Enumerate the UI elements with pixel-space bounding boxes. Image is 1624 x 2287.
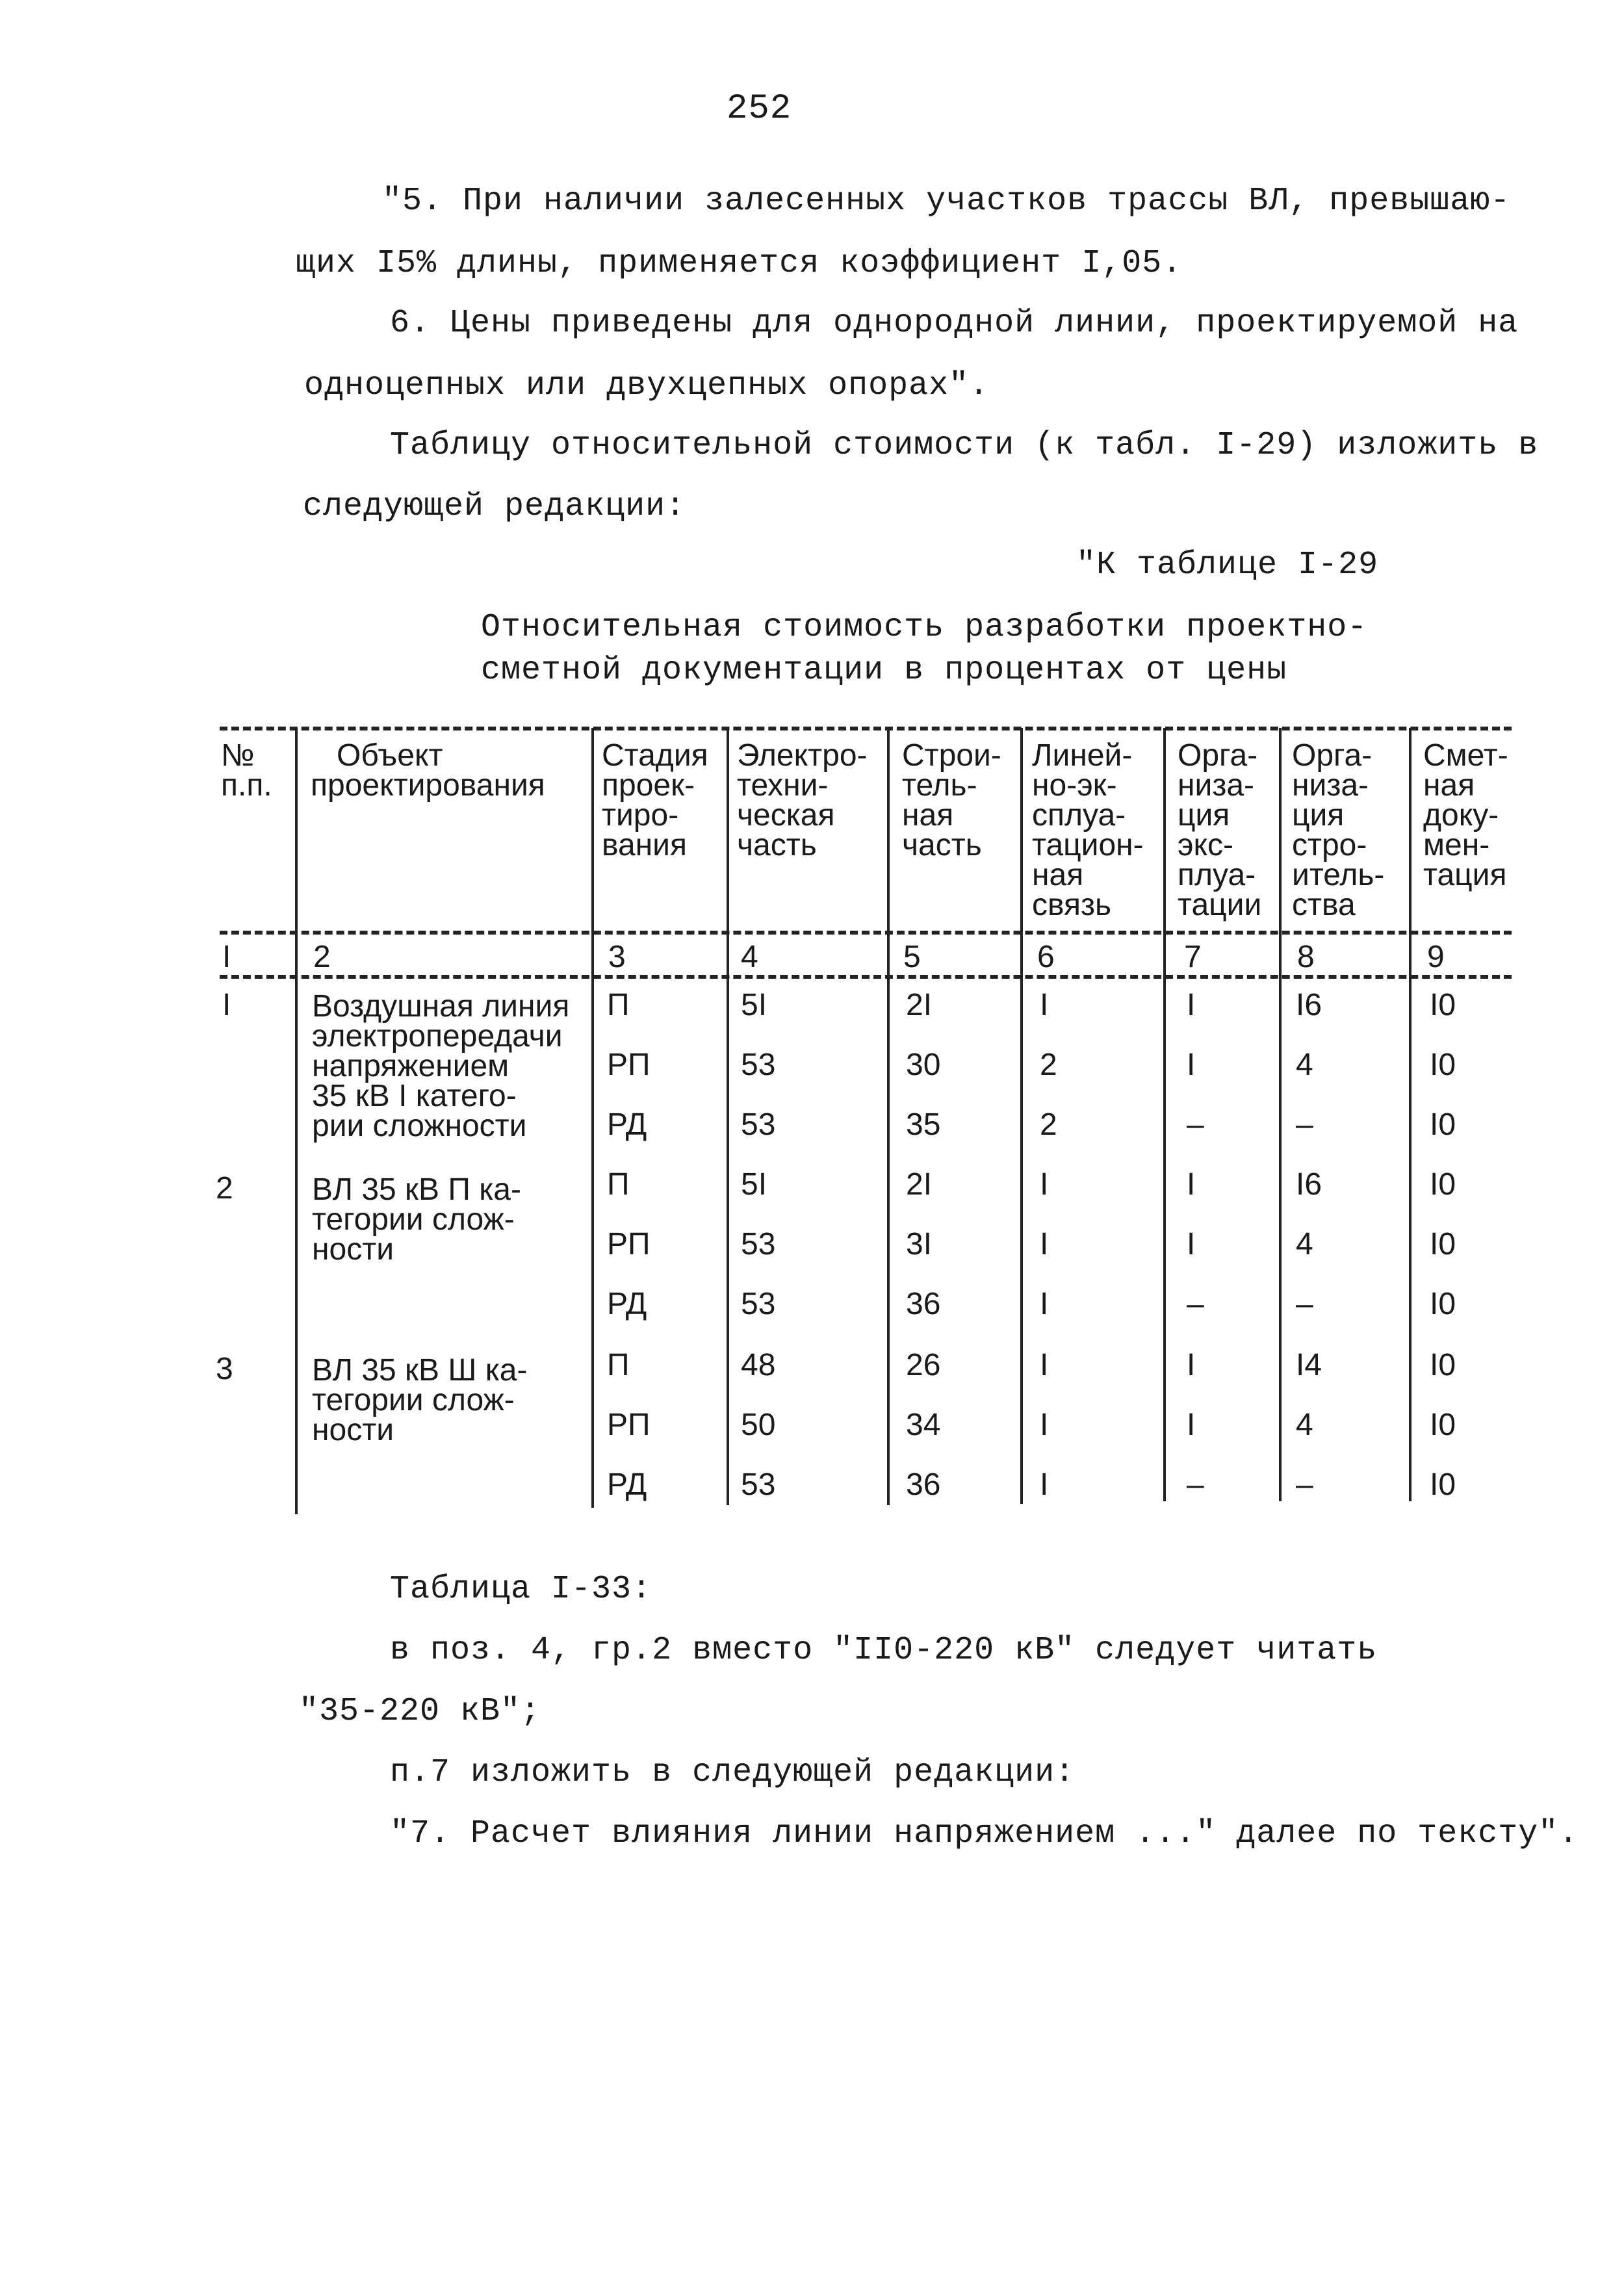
column-divider-5 bbox=[1020, 728, 1023, 1504]
cell-g3-r1-communication: I bbox=[1040, 1348, 1049, 1382]
cell-g1-r2-electrical: 53 bbox=[741, 1048, 776, 1082]
header-construction-org: Орга- низа- ция стро- итель- ства bbox=[1292, 738, 1385, 922]
outro-line-1: Таблица I-33: bbox=[390, 1571, 652, 1608]
cell-g2-r3-operation-org: – bbox=[1187, 1287, 1204, 1321]
cell-g1-r2-communication: 2 bbox=[1040, 1048, 1057, 1082]
colnum-3: 3 bbox=[608, 940, 626, 974]
group-1-number: I bbox=[222, 988, 231, 1022]
cell-g1-r1-operation-org: I bbox=[1187, 988, 1196, 1022]
column-divider-3 bbox=[727, 728, 729, 1505]
group-1-object: Воздушная линия электропередачи напряжением 35 кВ I катего- рии сложности bbox=[312, 989, 570, 1143]
cell-g2-r2-construction-org: 4 bbox=[1296, 1227, 1313, 1261]
cell-g1-r2-operation-org: I bbox=[1187, 1048, 1196, 1082]
header-construction: Строи- тель- ная часть bbox=[902, 738, 1001, 862]
cell-g1-r1-stage: П bbox=[607, 988, 630, 1022]
cell-g3-r1-construction: 26 bbox=[906, 1348, 941, 1382]
cell-g3-r2-operation-org: I bbox=[1187, 1408, 1196, 1442]
paragraph-5-line-2: щих I5% длины, применяется коэффициент I,05. bbox=[296, 245, 1183, 282]
column-divider-4 bbox=[887, 728, 890, 1505]
cell-g3-r2-electrical: 50 bbox=[741, 1408, 776, 1442]
cell-g2-r1-communication: I bbox=[1040, 1167, 1049, 1202]
cell-g3-r3-construction-org: – bbox=[1296, 1467, 1313, 1502]
cell-g1-r2-stage: РП bbox=[607, 1048, 651, 1082]
cell-g3-r3-electrical: 53 bbox=[741, 1467, 776, 1502]
cell-g2-r2-communication: I bbox=[1040, 1227, 1049, 1261]
group-2-object: ВЛ 35 кВ П ка- тегории слож- ности bbox=[312, 1172, 521, 1267]
colnum-9: 9 bbox=[1427, 940, 1445, 974]
cell-g3-r1-electrical: 48 bbox=[741, 1348, 776, 1382]
cell-g3-r3-operation-org: – bbox=[1187, 1467, 1204, 1502]
cell-g3-r3-communication: I bbox=[1040, 1467, 1049, 1502]
cell-g1-r3-operation-org: – bbox=[1187, 1107, 1204, 1142]
cell-g2-r1-operation-org: I bbox=[1187, 1167, 1196, 1202]
colnum-2: 2 bbox=[313, 940, 331, 974]
cell-g3-r1-estimate: I0 bbox=[1430, 1348, 1456, 1382]
column-numbers-rule bbox=[220, 975, 1512, 979]
cell-g1-r2-estimate: I0 bbox=[1430, 1048, 1456, 1082]
cell-g2-r1-electrical: 5I bbox=[741, 1167, 767, 1202]
header-bottom-rule bbox=[220, 931, 1512, 935]
cell-g2-r2-stage: РП bbox=[607, 1227, 651, 1261]
column-divider-8 bbox=[1409, 728, 1411, 1501]
group-2-number: 2 bbox=[216, 1171, 233, 1206]
cell-g2-r3-communication: I bbox=[1040, 1287, 1049, 1321]
cell-g1-r1-communication: I bbox=[1040, 988, 1049, 1022]
cell-g3-r2-stage: РП bbox=[607, 1408, 651, 1442]
cell-g1-r3-construction: 35 bbox=[906, 1107, 941, 1142]
paragraph-table-line-2: следующей редакции: bbox=[303, 488, 686, 525]
table-title-line-2: сметной документации в процентах от цены bbox=[481, 652, 1287, 689]
table-title-line-1: Относительная стоимость разработки проектно- bbox=[481, 609, 1368, 646]
page-number: 252 bbox=[727, 89, 792, 129]
column-divider-6 bbox=[1163, 728, 1166, 1501]
header-communication: Линей- но-эк- сплуа- тацион- ная связь bbox=[1032, 738, 1144, 922]
cell-g2-r1-stage: П bbox=[607, 1167, 630, 1202]
colnum-1: I bbox=[222, 940, 231, 974]
cell-g2-r3-estimate: I0 bbox=[1430, 1287, 1456, 1321]
column-divider-7 bbox=[1279, 728, 1282, 1501]
cell-g3-r3-estimate: I0 bbox=[1430, 1467, 1456, 1502]
cell-g2-r3-stage: РД bbox=[607, 1287, 647, 1321]
cell-g1-r2-construction-org: 4 bbox=[1296, 1048, 1313, 1082]
cell-g2-r3-construction: 36 bbox=[906, 1287, 941, 1321]
outro-line-3: "35-220 кВ"; bbox=[299, 1693, 541, 1730]
group-3-object: ВЛ 35 кВ Ш ка- тегории слож- ности bbox=[312, 1353, 528, 1447]
cell-g3-r2-estimate: I0 bbox=[1430, 1408, 1456, 1442]
colnum-8: 8 bbox=[1297, 940, 1315, 974]
cell-g2-r3-electrical: 53 bbox=[741, 1287, 776, 1321]
paragraph-6-line-1: 6. Цены приведены для однородной линии, проектируемой на bbox=[390, 305, 1519, 342]
cell-g2-r1-construction-org: I6 bbox=[1296, 1167, 1322, 1202]
paragraph-table-line-1: Таблицу относительной стоимости (к табл. I-29) изложить в bbox=[390, 427, 1539, 464]
header-num: № п.п. bbox=[221, 738, 272, 803]
cell-g2-r1-construction: 2I bbox=[906, 1167, 933, 1202]
cell-g2-r2-estimate: I0 bbox=[1430, 1227, 1456, 1261]
cell-g1-r1-electrical: 5I bbox=[741, 988, 767, 1022]
header-estimate: Смет- ная доку- мен- тация bbox=[1423, 738, 1508, 892]
column-divider-1 bbox=[295, 728, 298, 1514]
paragraph-6-line-2: одноцепных или двухцепных опорах". bbox=[304, 367, 990, 404]
cell-g1-r1-estimate: I0 bbox=[1430, 988, 1456, 1022]
cell-g3-r2-construction-org: 4 bbox=[1296, 1408, 1313, 1442]
header-operation-org: Орга- низа- ция экс- плуа- тации bbox=[1178, 738, 1262, 922]
cell-g1-r3-electrical: 53 bbox=[741, 1107, 776, 1142]
header-object: Объект проектирования bbox=[311, 738, 545, 803]
cell-g2-r2-operation-org: I bbox=[1187, 1227, 1196, 1261]
colnum-5: 5 bbox=[903, 940, 921, 974]
cell-g1-r3-stage: РД bbox=[607, 1107, 647, 1142]
cell-g1-r1-construction-org: I6 bbox=[1296, 988, 1322, 1022]
cell-g3-r1-operation-org: I bbox=[1187, 1348, 1196, 1382]
group-3-number: 3 bbox=[216, 1352, 233, 1386]
cell-g2-r3-construction-org: – bbox=[1296, 1287, 1313, 1321]
cell-g2-r1-estimate: I0 bbox=[1430, 1167, 1456, 1202]
paragraph-5-line-1: "5. При наличии залесенных участков трассы ВЛ, превышаю- bbox=[382, 183, 1511, 220]
colnum-4: 4 bbox=[741, 940, 758, 974]
cell-g2-r2-construction: 3I bbox=[906, 1227, 933, 1261]
cell-g3-r2-communication: I bbox=[1040, 1408, 1049, 1442]
colnum-7: 7 bbox=[1184, 940, 1202, 974]
outro-line-5: "7. Расчет влияния линии напряжением ..." далее по тексту". bbox=[390, 1815, 1579, 1852]
table-top-rule bbox=[220, 727, 1512, 730]
cell-g2-r2-electrical: 53 bbox=[741, 1227, 776, 1261]
cell-g1-r3-communication: 2 bbox=[1040, 1107, 1057, 1142]
cell-g1-r3-estimate: I0 bbox=[1430, 1107, 1456, 1142]
header-stage: Стадия проек- тиро- вания bbox=[602, 738, 708, 862]
cell-g3-r3-stage: РД bbox=[607, 1467, 647, 1502]
cell-g3-r3-construction: 36 bbox=[906, 1467, 941, 1502]
outro-line-2: в поз. 4, гр.2 вместо "II0-220 кВ" следует читать bbox=[390, 1632, 1378, 1669]
table-reference: "К таблице I-29 bbox=[1076, 547, 1379, 584]
cell-g1-r3-construction-org: – bbox=[1296, 1107, 1313, 1142]
cell-g1-r2-construction: 30 bbox=[906, 1048, 941, 1082]
cell-g3-r1-stage: П bbox=[607, 1348, 630, 1382]
cell-g1-r1-construction: 2I bbox=[906, 988, 933, 1022]
cell-g3-r1-construction-org: I4 bbox=[1296, 1348, 1322, 1382]
outro-line-4: п.7 изложить в следующей редакции: bbox=[390, 1754, 1076, 1791]
colnum-6: 6 bbox=[1037, 940, 1055, 974]
header-electrical: Электро- техни- ческая часть bbox=[737, 738, 868, 862]
column-divider-2 bbox=[591, 728, 594, 1508]
cell-g3-r2-construction: 34 bbox=[906, 1408, 941, 1442]
